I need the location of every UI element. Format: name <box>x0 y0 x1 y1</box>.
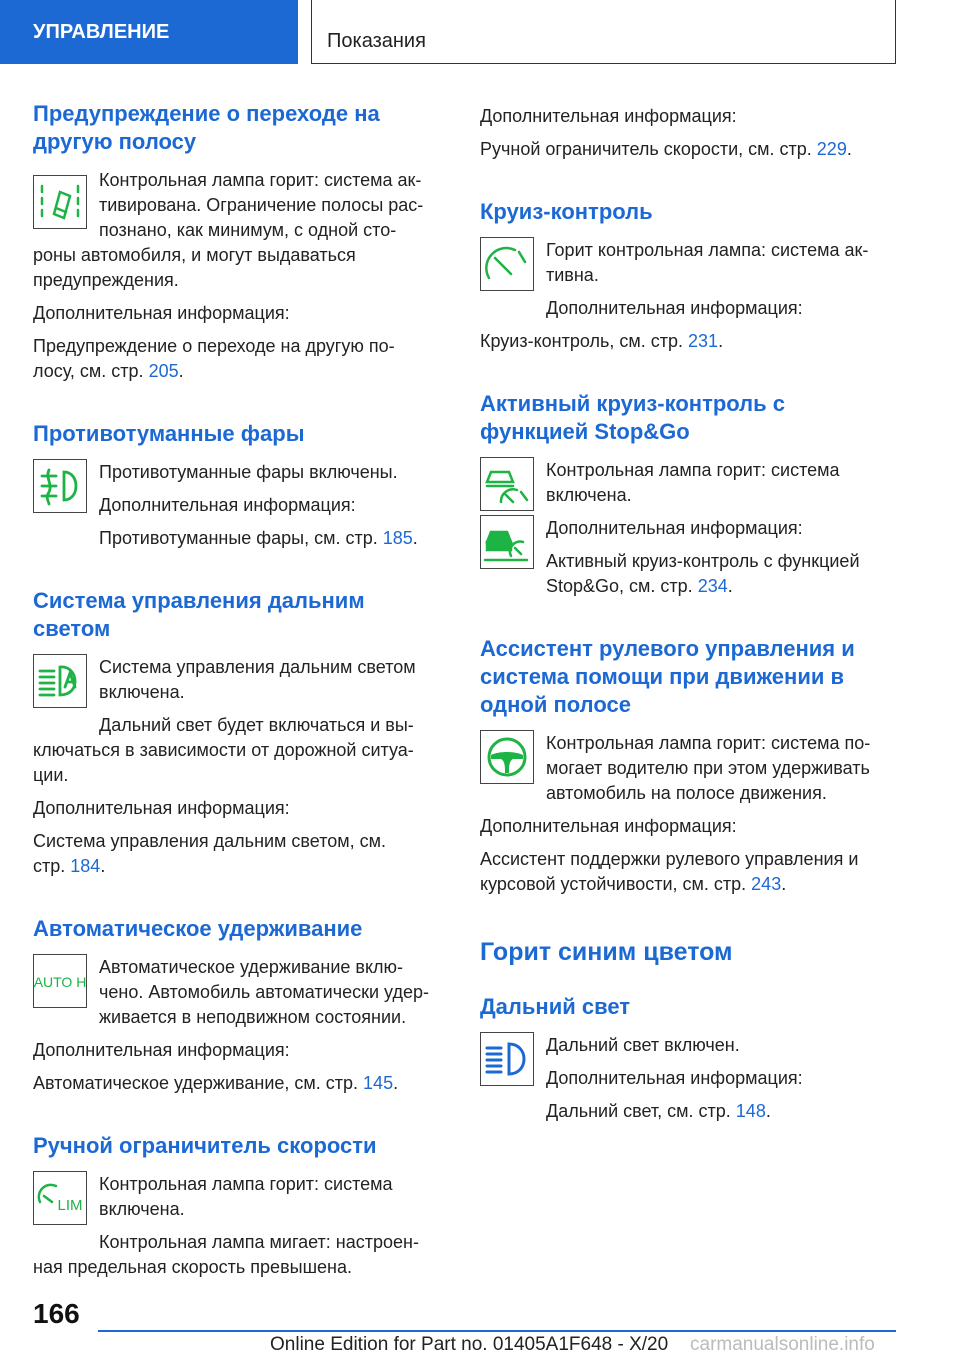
acc-stop-go-ref-1: Активный круиз-контроль с функцией <box>546 551 860 571</box>
steering-assist-page-link[interactable]: 243 <box>751 874 782 894</box>
left-column <box>33 100 448 1280</box>
auto-hold-text-1: Автоматическое удерживание вклю- <box>99 957 404 977</box>
high-beam-assist-text-5: ции. <box>33 765 69 785</box>
lane-warning-text-4: роны автомобиля, и могут выдаваться <box>33 245 356 265</box>
lane-warning-title: Предупреждение о переходе на другую полосу <box>33 101 380 154</box>
acc-stop-go-info: Дополнительная информация: <box>546 518 803 538</box>
cruise-control-entry <box>480 198 895 354</box>
high-beam-assist-page-link[interactable]: 184 <box>70 856 101 876</box>
speed-limiter-info: Дополнительная информация: <box>480 106 737 126</box>
cruise-control-title: Круиз-контроль <box>480 199 653 224</box>
steering-wheel-icon <box>480 730 534 784</box>
steering-assist-title-2: система помощи при движении в <box>480 664 844 689</box>
high-beam-assist-text-1: Система управления дальним светом <box>99 657 416 677</box>
lane-warning-text-1: Контрольная лампа горит: система ак- <box>99 170 422 190</box>
auto-hold-entry <box>33 915 448 1096</box>
steering-assist-ref-2: курсовой устойчивости, см. стр. 243. <box>480 874 787 894</box>
speed-limiter-ref-block <box>480 104 895 162</box>
acc-icon <box>480 457 534 511</box>
fog-lights-page-link[interactable]: 185 <box>382 528 413 548</box>
fog-lights-info: Дополнительная информация: <box>99 495 356 515</box>
speed-limiter-text-2: включена. <box>99 1199 185 1219</box>
right-column <box>480 104 895 1124</box>
acc-stop-go-entry <box>480 390 895 599</box>
fog-lights-title: Противотуманные фары <box>33 421 305 446</box>
acc-stop-go-title-2: функцией Stop&Go <box>480 419 690 444</box>
blue-section-title: Горит синим цветом <box>480 938 733 966</box>
fog-light-icon <box>33 459 87 513</box>
footer-divider <box>98 1330 896 1332</box>
high-beam-assist-title-1: Система управления дальним <box>33 588 365 613</box>
lane-warning-info: Дополнительная информация: <box>33 303 290 323</box>
acc-active-icon <box>480 515 534 569</box>
steering-assist-entry <box>480 635 895 897</box>
svg-text:AUTO H: AUTO H <box>34 974 86 990</box>
high-beam-assist-icon <box>33 654 87 708</box>
footer-edition: Online Edition for Part no. 01405A1F648 - X/20 <box>270 1334 669 1355</box>
speed-limiter-text-1: Контрольная лампа горит: система <box>99 1174 393 1194</box>
high-beam-assist-title-2: светом <box>33 616 111 641</box>
lane-warning-ref-1: Предупреждение о переходе на другую по- <box>33 336 395 356</box>
watermark: carmanualsonline.info <box>690 1334 875 1355</box>
speed-limiter-page-link[interactable]: 229 <box>816 139 847 159</box>
speed-limiter-text-4: ная предельная скорость превышена. <box>33 1257 352 1277</box>
lane-warning-icon <box>33 175 87 229</box>
lane-warning-page-link[interactable]: 205 <box>148 361 179 381</box>
cruise-control-text-1: Горит контрольная лампа: система ак- <box>546 240 869 260</box>
auto-hold-info: Дополнительная информация: <box>33 1040 290 1060</box>
high-beam-assist-text-4: ключаться в зависимости от дорожной ситуа- <box>33 740 414 760</box>
speed-limiter-text-3: Контрольная лампа мигает: настроен- <box>99 1232 419 1252</box>
steering-assist-ref-1: Ассистент поддержки рулевого управления и <box>480 849 859 869</box>
high-beam-text: Дальний свет включен. <box>546 1035 740 1055</box>
acc-stop-go-ref-2: Stop&Go, см. стр. 234. <box>546 576 733 596</box>
high-beam-ref: Дальний свет, см. стр. 148. <box>546 1101 771 1121</box>
high-beam-entry <box>480 993 895 1124</box>
cruise-control-info: Дополнительная информация: <box>546 298 803 318</box>
high-beam-assist-info: Дополнительная информация: <box>33 798 290 818</box>
auto-hold-ref: Автоматическое удерживание, см. стр. 145. <box>33 1073 399 1093</box>
speed-limiter-ref: Ручной ограничитель скорости, см. стр. 229. <box>480 139 852 159</box>
steering-assist-info: Дополнительная информация: <box>480 816 737 836</box>
high-beam-assist-text-2: включена. <box>99 682 185 702</box>
high-beam-assist-text-3: Дальний свет будет включаться и вы- <box>99 715 414 735</box>
auto-hold-text-2: чено. Автомобиль автоматически удер- <box>99 982 429 1002</box>
speed-limiter-title: Ручной ограничитель скорости <box>33 1133 377 1158</box>
cruise-control-text-2: тивна. <box>546 265 599 285</box>
steering-assist-title-3: одной полосе <box>480 692 631 717</box>
lane-warning-entry <box>33 100 448 384</box>
cruise-control-icon <box>480 237 534 291</box>
auto-hold-title: Автоматическое удерживание <box>33 916 363 941</box>
lane-warning-text-2: тивирована. Ограничение полосы рас- <box>99 195 424 215</box>
high-beam-assist-ref-1: Система управления дальним светом, см. <box>33 831 387 851</box>
auto-hold-icon <box>33 954 87 1008</box>
steering-assist-text-1: Контрольная лампа горит: система по- <box>546 733 871 753</box>
high-beam-info: Дополнительная информация: <box>546 1068 803 1088</box>
lane-warning-ref-2: лосу, см. стр. 205. <box>33 361 184 381</box>
acc-stop-go-text-2: включена. <box>546 485 632 505</box>
auto-hold-page-link[interactable]: 145 <box>363 1073 394 1093</box>
page-number: 166 <box>33 1298 80 1329</box>
steering-assist-title-1: Ассистент рулевого управления и <box>480 636 855 661</box>
cruise-control-ref: Круиз-контроль, см. стр. 231. <box>480 331 724 351</box>
acc-stop-go-text-1: Контрольная лампа горит: система <box>546 460 840 480</box>
lane-warning-text-5: предупреждения. <box>33 270 179 290</box>
high-beam-assist-ref-2: стр. 184. <box>33 856 106 876</box>
steering-assist-text-3: автомобиль на полосе движения. <box>546 783 827 803</box>
acc-stop-go-page-link[interactable]: 234 <box>697 576 728 596</box>
svg-text:LIM: LIM <box>57 1197 83 1214</box>
speed-limiter-icon <box>33 1171 87 1225</box>
fog-lights-entry <box>33 420 448 551</box>
high-beam-title: Дальний свет <box>480 994 631 1019</box>
high-beam-page-link[interactable]: 148 <box>735 1101 766 1121</box>
section-tab: УПРАВЛЕНИЕ <box>0 0 298 64</box>
steering-assist-text-2: могает водителю при этом удерживать <box>546 758 870 778</box>
fog-lights-text: Противотуманные фары включены. <box>99 462 398 482</box>
fog-lights-ref: Противотуманные фары, см. стр. 185. <box>99 528 418 548</box>
acc-stop-go-title-1: Активный круиз-контроль с <box>480 391 786 416</box>
cruise-control-page-link[interactable]: 231 <box>688 331 719 351</box>
auto-hold-text-3: живается в неподвижном состоянии. <box>99 1007 407 1027</box>
high-beam-assist-entry <box>33 587 448 879</box>
speed-limiter-entry <box>33 1132 448 1280</box>
subsection-title: Показания <box>311 0 896 64</box>
high-beam-icon <box>480 1032 534 1086</box>
lane-warning-text-3: познано, как минимум, с одной сто- <box>99 220 397 240</box>
